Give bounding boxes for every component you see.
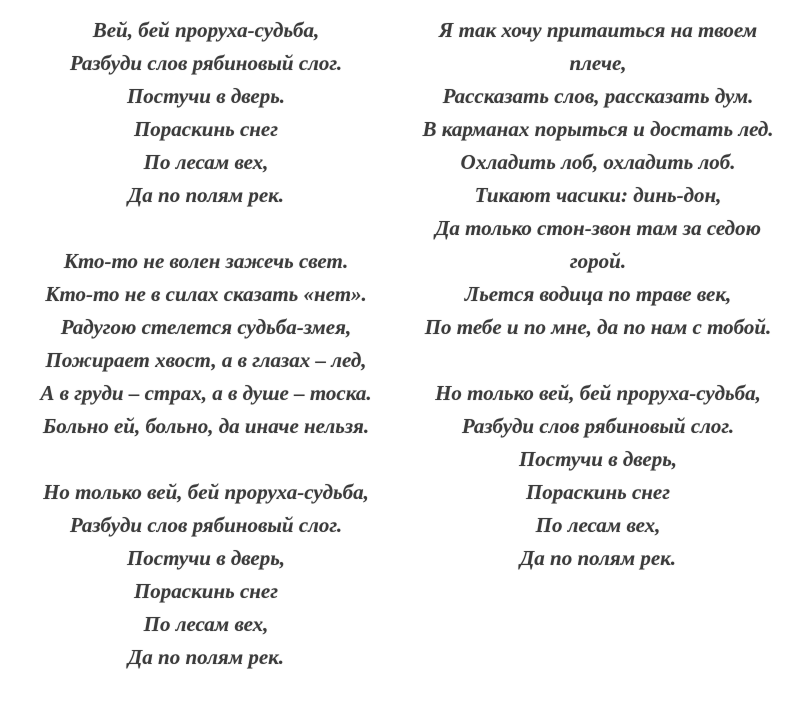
poem-line: Постучи в дверь. xyxy=(126,84,286,108)
poem-line: Льется водица по траве век, xyxy=(464,282,732,306)
poem-line: Разбуди слов рябиновый слог. xyxy=(69,51,343,75)
poem-line: Вей, бей проруха-судьба, xyxy=(92,18,320,42)
poem-line: Постучи в дверь, xyxy=(518,447,678,471)
poem-line: Кто-то не в силах сказать «нет». xyxy=(45,282,367,306)
poem-line: Больно ей, больно, да иначе нельзя. xyxy=(42,414,370,438)
poem-line: Рассказать слов, рассказать дум. xyxy=(442,84,754,108)
poem-line: Да по полям рек. xyxy=(127,183,285,207)
poem-line: Пораскинь снег xyxy=(525,480,671,504)
poem-left-column xyxy=(10,14,402,674)
poem-line: По лесам вех, xyxy=(535,513,661,537)
poem-line: По лесам вех, xyxy=(143,612,269,636)
poem-line: Пораскинь снег xyxy=(133,117,279,141)
poem-line: Пожирает хвост, а в глазах – лед, xyxy=(45,348,367,372)
poem-line: Но только вей, бей проруха-судьба, xyxy=(435,381,761,405)
stanza-gap xyxy=(10,443,402,476)
poem-line: Кто-то не волен зажечь свет. xyxy=(63,249,349,273)
poem-line: А в груди – страх, а в душе – тоска. xyxy=(40,381,372,405)
poem-line: Разбуди слов рябиновый слог. xyxy=(461,414,735,438)
poem-line: Радугою стелется судьба-змея, xyxy=(60,315,352,339)
poem-right-column xyxy=(410,14,786,575)
poem-line: Пораскинь снег xyxy=(133,579,279,603)
poem-line: По лесам вех, xyxy=(143,150,269,174)
poem-line: В карманах порыться и достать лед. xyxy=(422,117,774,141)
poem-line: Да по полям рек. xyxy=(519,546,677,570)
poem-line: Тикают часики: динь-дон, xyxy=(474,183,722,207)
poem-line: Да по полям рек. xyxy=(127,645,285,669)
poem-line: Постучи в дверь, xyxy=(126,546,286,570)
stanza-gap xyxy=(10,212,402,245)
poem-line: По тебе и по мне, да по нам с тобой. xyxy=(424,315,772,339)
poem-line: Охладить лоб, охладить лоб. xyxy=(460,150,736,174)
poem-line: Да только стон-звон там за седою горой. xyxy=(435,216,761,273)
poem-line: Я так хочу притаиться на твоем плече, xyxy=(438,18,758,75)
stanza-gap xyxy=(410,344,786,377)
poem-line: Но только вей, бей проруха-судьба, xyxy=(43,480,369,504)
poem-line: Разбуди слов рябиновый слог. xyxy=(69,513,343,537)
